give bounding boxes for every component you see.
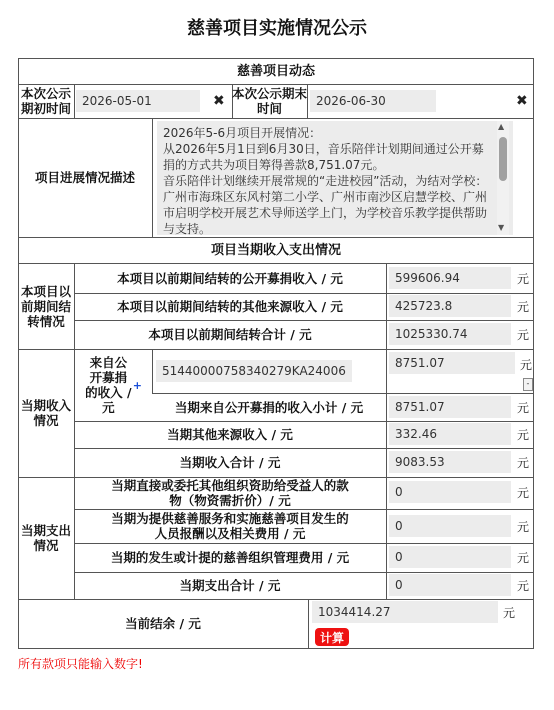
unit-label: 元 xyxy=(517,579,530,593)
expense-management-input[interactable]: 0 xyxy=(389,546,511,568)
period-start-label: 本次公示期初时间 xyxy=(20,86,71,116)
section-project-dynamic: 慈善项目动态 xyxy=(236,63,315,79)
income-total-label: 当期收入合计 / 元 xyxy=(179,455,281,470)
progress-textarea[interactable]: 2026年5-6月项目开展情况： 从2026年5月1日到6月30日，音乐陪伴计划期间通过公开募捐的方式共为项目筹得善款8,751.07元。 音乐陪伴计划继续开展常规的“走进校园”活动，为结对学校：广州市海珠区东风村第二小学、广州市南沙区启慧学校、广州市启明学校开展艺术导师送学上门，为学校音乐教学提供帮助与支持。 xyxy=(157,121,513,235)
unit-label: 元 xyxy=(517,486,530,500)
expense-service-label: 当期为提供慈善服务和实施慈善项目发生的人员报酬以及相关费用 / 元 xyxy=(111,511,349,541)
income-public-label-text: 来自公开募捐的收入 / 元 xyxy=(85,355,132,415)
expense-management-label: 当期的发生或计提的慈善组织管理费用 / 元 xyxy=(110,550,350,565)
carryover-other-label: 本项目以前期间结转的其他来源收入 / 元 xyxy=(117,299,343,314)
income-public-input[interactable]: 8751.07 xyxy=(389,352,515,374)
carryover-group-label: 本项目以前期间结转情况 xyxy=(20,283,71,329)
expense-direct-input[interactable]: 0 xyxy=(389,481,511,503)
expense-total-label: 当期支出合计 / 元 xyxy=(179,578,281,593)
clear-end-date-icon[interactable]: ✖ xyxy=(516,93,528,109)
period-end-input[interactable]: 2026-06-30 xyxy=(310,90,436,112)
unit-label: 元 xyxy=(517,520,530,534)
carryover-other-input[interactable]: 425723.8 xyxy=(389,295,511,317)
income-subtotal-label: 当期来自公开募捐的收入小计 / 元 xyxy=(174,399,364,415)
unit-label: 元 xyxy=(517,328,530,342)
scroll-thumb[interactable] xyxy=(499,137,507,181)
unit-label: 元 xyxy=(503,606,516,620)
progress-label: 项目进展情况描述 xyxy=(34,170,135,185)
registration-number-input[interactable]: 51440000758340279KA24006 xyxy=(156,360,352,382)
add-icon[interactable]: + xyxy=(132,378,142,392)
carryover-total-label: 本项目以前期间结转合计 / 元 xyxy=(148,327,312,342)
unit-label: 元 xyxy=(517,428,530,442)
unit-label: 元 xyxy=(517,401,530,415)
balance-label: 当前结余 / 元 xyxy=(125,616,201,631)
period-start-input[interactable]: 2026-05-01 xyxy=(76,90,200,112)
scroll-down-arrow-icon[interactable]: ▼ xyxy=(498,223,505,232)
income-group-label: 当期收入情况 xyxy=(20,398,71,428)
balance-input[interactable]: 1034414.27 xyxy=(312,601,498,623)
unit-label: 元 xyxy=(517,272,530,286)
income-other-label: 当期其他来源收入 / 元 xyxy=(167,427,293,442)
scroll-up-arrow-icon[interactable]: ▲ xyxy=(498,122,505,131)
clear-start-date-icon[interactable]: ✖ xyxy=(213,93,225,109)
section-finance: 项目当期收入支出情况 xyxy=(210,242,341,258)
unit-label: 元 xyxy=(517,456,530,470)
page-title: 慈善项目实施情况公示 xyxy=(187,18,367,39)
input-note: 所有款项只能输入数字! xyxy=(18,657,143,671)
expense-group-label: 当期支出情况 xyxy=(20,523,71,553)
calculate-button[interactable]: 计算 xyxy=(315,628,349,646)
income-other-input[interactable]: 332.46 xyxy=(389,423,511,445)
expense-service-input[interactable]: 0 xyxy=(389,515,511,537)
carryover-total-input[interactable]: 1025330.74 xyxy=(389,323,511,345)
unit-label: 元 xyxy=(517,551,530,565)
period-end-label: 本次公示期末时间 xyxy=(232,86,308,116)
income-public-label xyxy=(74,349,152,421)
income-subtotal-input[interactable]: 8751.07 xyxy=(389,396,511,418)
carryover-public-label: 本项目以前期间结转的公开募捐收入 / 元 xyxy=(117,270,343,286)
unit-label: 元 xyxy=(520,358,533,372)
remove-icon[interactable]: - xyxy=(523,378,533,391)
carryover-public-input[interactable]: 599606.94 xyxy=(389,267,511,289)
unit-label: 元 xyxy=(517,300,530,314)
expense-total-input[interactable]: 0 xyxy=(389,574,511,596)
income-total-input[interactable]: 9083.53 xyxy=(389,451,511,473)
expense-direct-label: 当期直接或委托其他组织资助给受益人的款物（物资需折价）/ 元 xyxy=(111,478,349,508)
progress-scrollbar[interactable] xyxy=(497,121,509,235)
